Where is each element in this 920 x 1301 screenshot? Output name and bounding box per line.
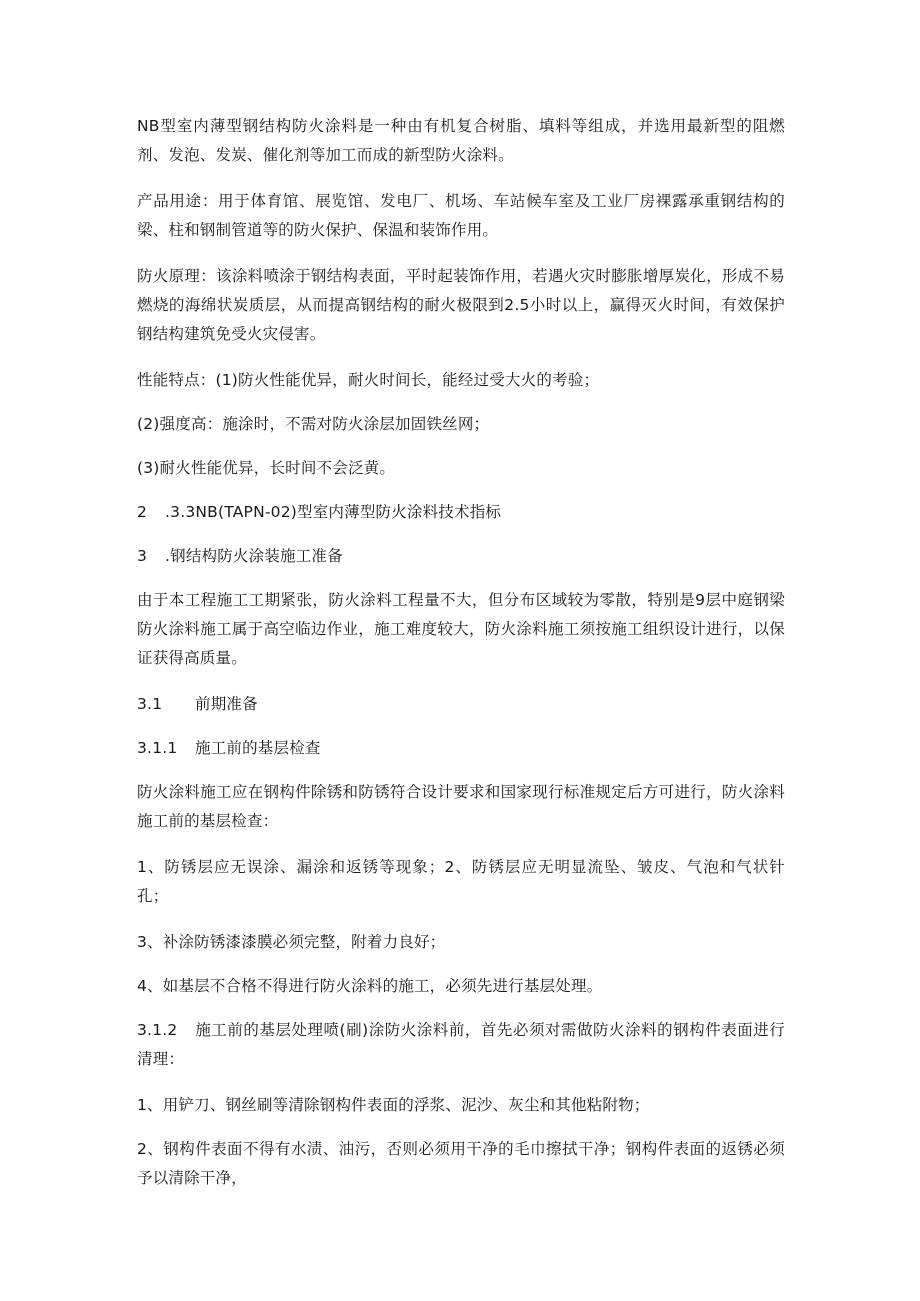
heading-number: 3.1.1 (137, 739, 178, 757)
heading-text: .钢结构防火涂装施工准备 (165, 547, 343, 565)
heading-number: 3.1.2 (137, 1021, 178, 1039)
document-body (137, 112, 785, 1210)
heading-text: 前期准备 (195, 695, 258, 713)
heading-construction-prep (137, 542, 785, 571)
heading-text: .3.3NB(TAPN-02)型室内薄型防火涂料技术指标 (165, 503, 502, 521)
heading-number: 3 (137, 547, 148, 565)
heading-text: 施工前的基层处理喷(刷)涂防火涂料前，首先必须对需做防火涂料的钢构件表面进行清理： (137, 1021, 785, 1068)
heading-preliminary (137, 690, 785, 719)
paragraph-features-1: 性能特点：(1)防火性能优异，耐火时间长，能经过受大火的考验； (137, 371, 600, 389)
list-item-inspection-3: 3、补涂防锈漆漆膜必须完整，附着力良好； (137, 933, 446, 951)
heading-number: 3.1 (137, 695, 163, 713)
heading-technical-index (137, 498, 785, 527)
paragraph-intro: NB型室内薄型钢结构防火涂料是一种由有机复合树脂、填料等组成，并选用最新型的阻燃剂、发泡、发炭、催化剂等加工而成的新型防火涂料。 (137, 117, 785, 164)
list-item-inspection-4: 4、如基层不合格不得进行防火涂料的施工，必须先进行基层处理。 (137, 977, 603, 995)
paragraph-principle: 防火原理：该涂料喷涂于钢结构表面，平时起装饰作用，若遇火灾时膨胀增厚炭化，形成不易燃烧的海绵状炭质层，从而提高钢结构的耐火极限到2.5小时以上，赢得灭火时间，有效保护钢结构建筑免受火灾侵害。 (137, 267, 785, 343)
paragraph-project-note: 由于本工程施工工期紧张，防火涂料工程量不大，但分布区域较为零散，特别是9层中庭钢梁防火涂料施工属于高空临边作业，施工难度较大，防火涂料施工须按施工组织设计进行，以保证获得高质量。 (137, 591, 785, 667)
paragraph-inspection-intro: 防火涂料施工应在钢构件除锈和防锈符合设计要求和国家现行标准规定后方可进行，防火涂料施工前的基层检查： (137, 783, 785, 830)
heading-base-treatment (137, 1016, 785, 1074)
list-item-treatment-2: 2、钢构件表面不得有水渍、油污，否则必须用干净的毛巾擦拭干净；钢构件表面的返锈必须予以清除干净， (137, 1140, 785, 1187)
paragraph-usage: 产品用途：用于体育馆、展览馆、发电厂、机场、车站候车室及工业厂房裸露承重钢结构的梁、柱和钢制管道等的防火保护、保温和装饰作用。 (137, 192, 785, 239)
heading-number: 2 (137, 503, 148, 521)
paragraph-features-3: (3)耐火性能优异，长时间不会泛黄。 (137, 459, 396, 477)
heading-text: 施工前的基层检查 (195, 739, 321, 757)
list-item-inspection-1-2: 1、防锈层应无误涂、漏涂和返锈等现象；2、防锈层应无明显流坠、皱皮、气泡和气状针孔； (137, 858, 785, 905)
heading-base-inspection (137, 734, 785, 763)
paragraph-features-2: (2)强度高：施涂时，不需对防火涂层加固铁丝网； (137, 415, 490, 433)
list-item-treatment-1: 1、用铲刀、钢丝刷等清除钢构件表面的浮浆、泥沙、灰尘和其他粘附物； (137, 1096, 650, 1114)
